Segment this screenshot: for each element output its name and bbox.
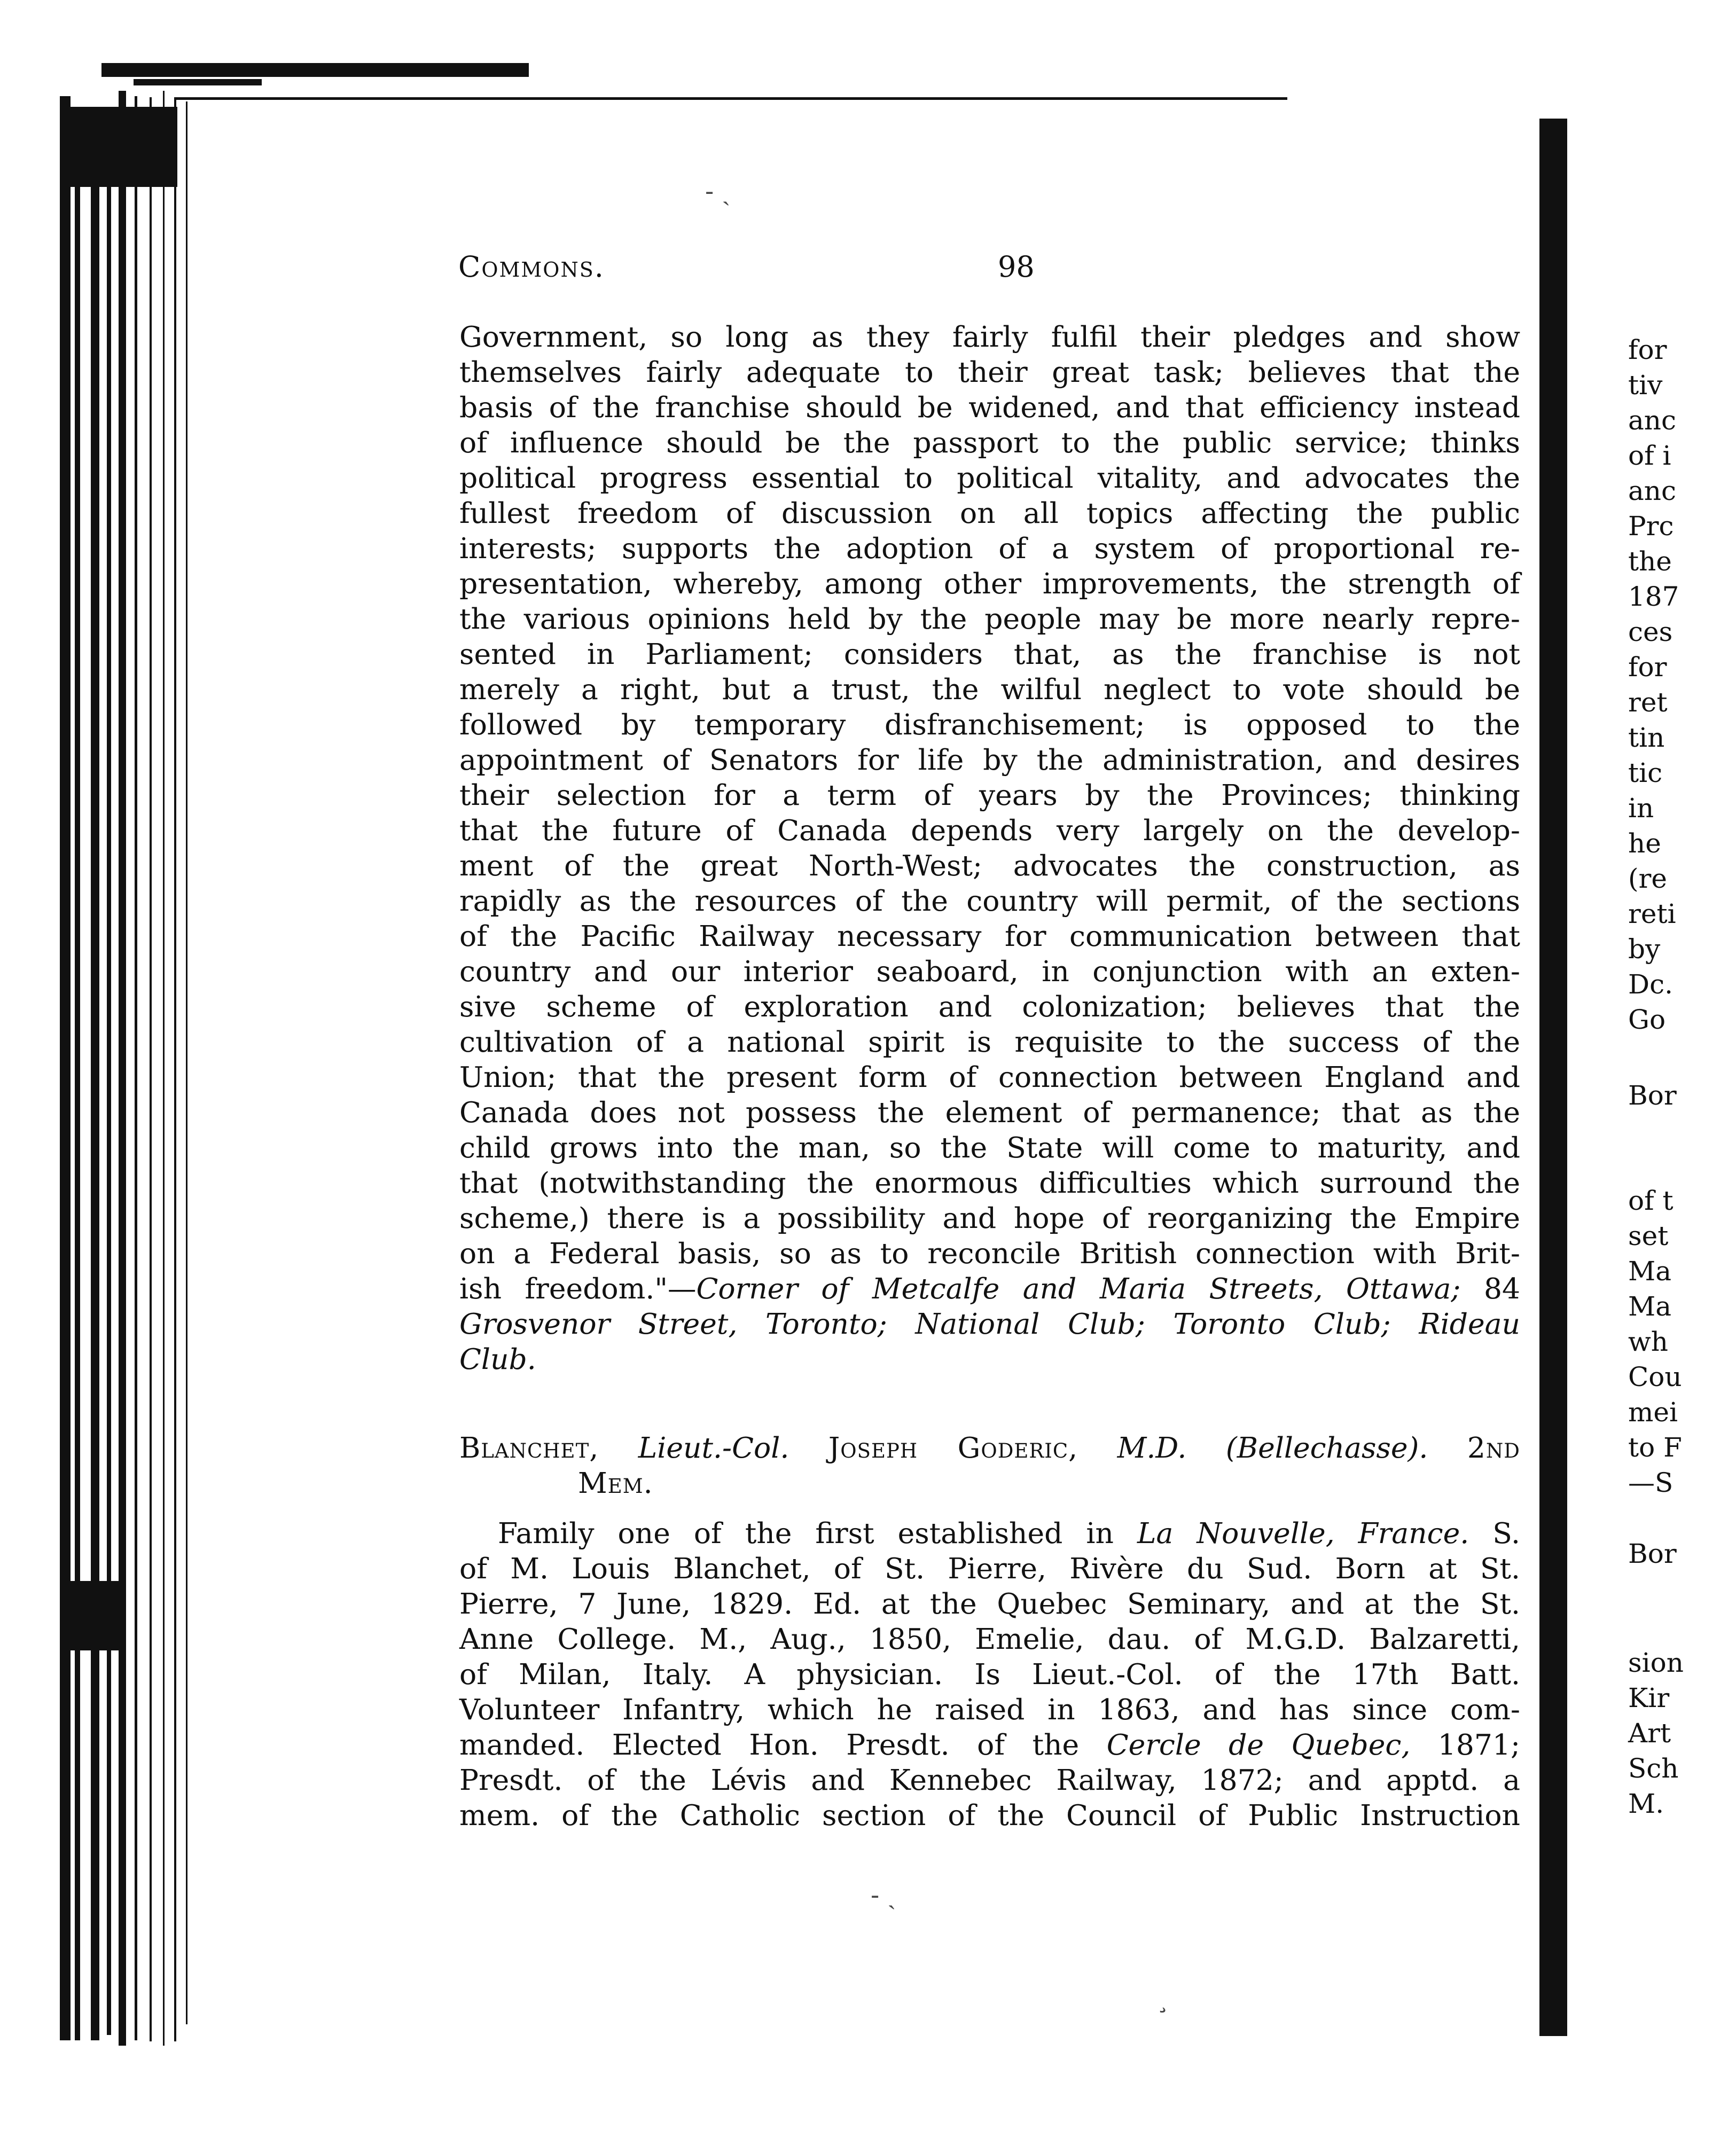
closing-line (459, 1271, 1520, 1306)
facing-page-fragment (1628, 1536, 1677, 1571)
fragment-word: 187 (1628, 581, 1679, 612)
scan-speck: ¸ (1156, 1984, 1169, 2014)
fragment-word: of t (1628, 1185, 1674, 1216)
text-line: Government, so long as they fairly fulfil their pledges and show (459, 320, 1520, 354)
bio-line: mem. of the Catholic section of the Council of Public Instruction (459, 1798, 1520, 1832)
entry-degree: M.D. (1117, 1431, 1187, 1465)
text-line: themselves fairly adequate to their great task; believes that the (459, 355, 1520, 389)
fragment-word: M. (1628, 1788, 1664, 1819)
scan-edge-stripe (75, 150, 80, 2040)
text-line: fullest freedom of discussion on all topics affecting the public (459, 496, 1520, 530)
fragment-word: Kir (1628, 1682, 1670, 1713)
text-line: presentation, whereby, among other improvements, the strength of (459, 567, 1520, 600)
entry-given-names: Joseph Goderic, (828, 1431, 1078, 1465)
fragment-word: Cou (1628, 1361, 1682, 1392)
main-text-column (459, 319, 1520, 1833)
fragment-word: wh (1628, 1326, 1668, 1357)
scan-edge-block (60, 107, 177, 187)
text-line: that (notwithstanding the enormous difficulties which surround the (459, 1166, 1520, 1200)
address-line: Grosvenor Street, Toronto; National Club; Toronto Club; Rideau (459, 1307, 1520, 1341)
fragment-word: Ma (1628, 1256, 1672, 1287)
bio-italic: Cercle de Quebec, (1106, 1728, 1411, 1762)
entry-rank: Lieut.-Col. (638, 1431, 789, 1465)
text-line: basis of the franchise should be widened, and that efficiency instead (459, 390, 1520, 424)
text-line: sented in Parliament; considers that, as the franchise is not (459, 637, 1520, 671)
text-line: child grows into the man, so the State will come to maturity, and (459, 1131, 1520, 1164)
fragment-word: to F (1628, 1432, 1682, 1463)
fragment-word: (re (1628, 863, 1667, 894)
page-number: 98 (998, 250, 1035, 284)
bio-line: Anne College. M., Aug., 1850, Emelie, dau. of M.G.D. Balzaretti, (459, 1622, 1520, 1656)
facing-page-fragment (1628, 1078, 1677, 1113)
page-header (458, 250, 1527, 287)
scan-edge-stripe (186, 101, 187, 2024)
bio-text: Family one of the first established in (498, 1516, 1137, 1550)
facing-page-fragment (1628, 1183, 1682, 1500)
bio-text: 1871; (1410, 1728, 1520, 1762)
bio-line: of M. Louis Blanchet, of St. Pierre, Rivère du Sud. Born at St. (459, 1552, 1520, 1585)
scan-speck: - ˎ (871, 1880, 896, 1910)
text-line: Canada does not possess the element of permanence; that as the (459, 1095, 1520, 1129)
text-line: sive scheme of exploration and colonization; believes that the (459, 990, 1520, 1023)
page-top-rule (176, 97, 1287, 100)
fragment-word: the (1628, 546, 1672, 577)
scan-edge-stripe (119, 91, 126, 2046)
text-line: followed by temporary disfranchisement; is opposed to the (459, 708, 1520, 741)
scan-edge-stripe (174, 97, 176, 2041)
text-line: that the future of Canada depends very largely on the develop- (459, 813, 1520, 847)
bio-italic: La Nouvelle, France. (1137, 1516, 1469, 1550)
text-line: cultivation of a national spirit is requisite to the success of the (459, 1025, 1520, 1059)
bio-text: S. (1469, 1516, 1520, 1550)
text-line: Union; that the present form of connection between England and (459, 1060, 1520, 1094)
fragment-word: anc (1628, 405, 1677, 436)
scan-edge-stripe (107, 134, 111, 2035)
bio-text: manded. Elected Hon. Presdt. of the (459, 1728, 1107, 1762)
fragment-word: ret (1628, 687, 1668, 718)
fragment-word: Ma (1628, 1291, 1672, 1322)
bio-line (459, 1516, 1520, 1551)
scan-speck: - ˎ (705, 176, 731, 206)
text-line: scheme,) there is a possibility and hope of reorganizing the Empire (459, 1201, 1520, 1235)
text-line: interests; supports the adoption of a system of proportional re- (459, 531, 1520, 565)
scan-edge-stripe (91, 118, 99, 2040)
fragment-word: set (1628, 1220, 1669, 1251)
fragment-word: of i (1628, 440, 1671, 471)
scan-edge-top-2 (134, 79, 262, 85)
bio-line: Pierre, 7 June, 1829. Ed. at the Quebec Seminary, and at the St. (459, 1587, 1520, 1621)
fragment-word: for (1628, 652, 1667, 683)
text-line: country and our interior seaboard, in conjunction with an exten- (459, 954, 1520, 988)
street-number: 84 (1483, 1272, 1521, 1305)
text-line: their selection for a term of years by the Provinces; thinking (459, 778, 1520, 812)
fragment-word: Prc (1628, 511, 1674, 542)
text-line: rapidly as the resources of the country will permit, of the sections (459, 884, 1520, 918)
fragment-word: —S (1628, 1467, 1674, 1498)
text-line: merely a right, but a trust, the wilful neglect to vote should be (459, 672, 1520, 706)
text-line: of influence should be the passport to the public service; thinks (459, 426, 1520, 459)
fragment-word: ces (1628, 616, 1673, 647)
fragment-word: tin (1628, 722, 1665, 753)
fragment-word: tiv (1628, 370, 1663, 401)
scan-edge-stripe (60, 96, 71, 2040)
fragment-word: reti (1628, 898, 1676, 929)
scan-edge-stripe (135, 96, 137, 2040)
text-line: on a Federal basis, so as to reconcile British connection with Brit- (459, 1236, 1520, 1270)
entry-heading (459, 1430, 1520, 1466)
gutter-shadow-bar (1539, 119, 1567, 2036)
address: Corner of Metcalfe and Maria Streets, Ottawa; (696, 1272, 1461, 1305)
bio-line: Presdt. of the Lévis and Kennebec Railway, 1872; and apptd. a (459, 1763, 1520, 1797)
fragment-word: in (1628, 793, 1654, 824)
closing-lead: ish freedom."— (459, 1272, 697, 1305)
fragment-word: sion (1628, 1647, 1684, 1678)
text-line: political progress essential to political vitality, and advocates the (459, 461, 1520, 495)
fragment-word: Bor (1628, 1538, 1677, 1569)
running-head: Commons. (458, 250, 605, 284)
fragment-word: Bor (1628, 1080, 1677, 1111)
text-line: ment of the great North-West; advocates the construction, as (459, 849, 1520, 882)
fragment-word: Sch (1628, 1753, 1679, 1784)
entry-member-tag: 2nd (1467, 1431, 1520, 1465)
fragment-word: Dc. (1628, 969, 1673, 1000)
bio-line (459, 1727, 1520, 1763)
facing-page-fragment (1628, 332, 1679, 1037)
fragment-word: by (1628, 934, 1661, 965)
scan-edge-stripe (163, 91, 165, 2046)
fragment-word: for (1628, 334, 1667, 365)
text-line: the various opinions held by the people may be more nearly repre- (459, 602, 1520, 636)
fragment-word: anc (1628, 475, 1677, 506)
scan-edge-stripe (150, 97, 152, 2041)
bio-line: of Milan, Italy. A physician. Is Lieut.-Col. of the 17th Batt. (459, 1657, 1520, 1691)
fragment-word: Art (1628, 1718, 1671, 1749)
scan-edge-top (101, 63, 529, 77)
address-line: Club. (459, 1342, 536, 1376)
text-line: appointment of Senators for life by the administration, and desires (459, 743, 1520, 777)
fragment-word: tic (1628, 757, 1663, 788)
entry-member-tag-2: Mem. (578, 1466, 653, 1500)
entry-surname: Blanchet, (459, 1431, 599, 1465)
fragment-word: he (1628, 828, 1661, 859)
bio-line: Volunteer Infantry, which he raised in 1863, and has since com- (459, 1693, 1520, 1726)
fragment-word: mei (1628, 1397, 1678, 1428)
fragment-word: Go (1628, 1004, 1666, 1035)
facing-page-fragment (1628, 1645, 1684, 1821)
entry-riding: (Bellechasse). (1225, 1431, 1428, 1465)
scan-edge-block (60, 1581, 124, 1650)
text-line: of the Pacific Railway necessary for communication between that (459, 919, 1520, 953)
